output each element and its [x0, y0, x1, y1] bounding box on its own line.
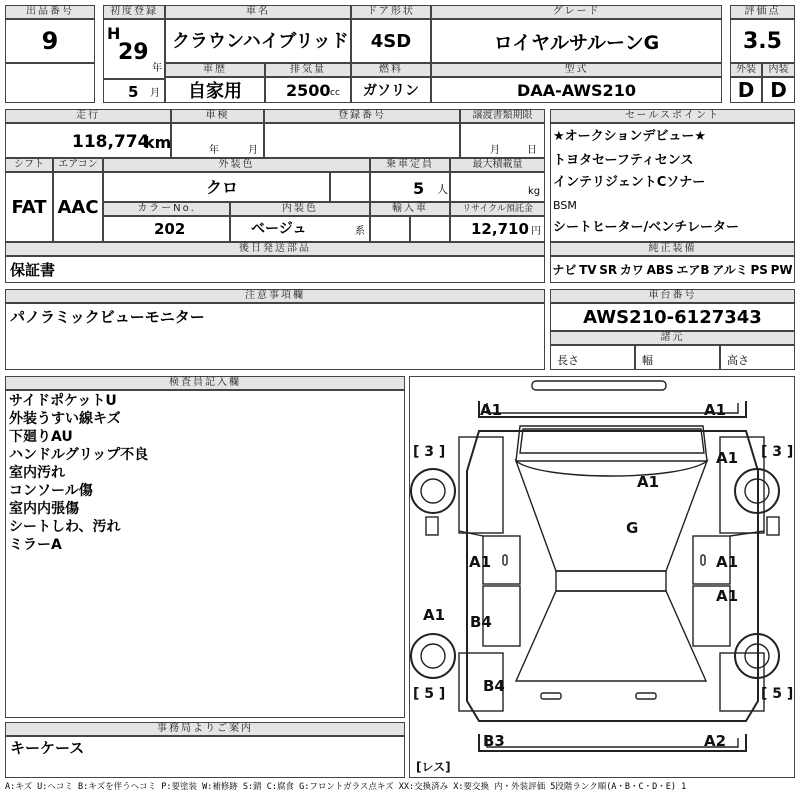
dim-height: 高さ — [727, 354, 749, 367]
legend: A:キズ U:ヘコミ B:キズを伴うヘコミ P:要塗装 W:補修跡 S:錆 C:腐食 G:フロントガラス点キズ XX:交換済み X:要交換 内・外装評価 5段階ランク順(A・B・C・D・E) 1 — [5, 782, 687, 792]
month-unit: 月 — [150, 88, 160, 99]
later-parts-header: 後日発送部品 — [5, 242, 545, 256]
mark-fender-r: A1 — [716, 449, 739, 467]
exterior-cell — [730, 77, 762, 103]
spare-label: [レス] — [416, 760, 451, 774]
mark-roof: A1 — [637, 473, 660, 491]
capacity-unit: 人 — [437, 183, 448, 196]
inspector-note: シートしわ、汚れ — [9, 519, 121, 535]
color-no: 202 — [154, 220, 186, 238]
mark-rear-bumper-r: A2 — [704, 732, 727, 750]
tire-fr-label: [ 3 ] — [761, 444, 794, 460]
equipment-item: エアB — [676, 263, 710, 277]
sales-point-4: BSM — [553, 199, 577, 212]
car-diagram-svg — [410, 377, 794, 777]
deadline-day: 日 — [527, 145, 537, 156]
import-cell-b — [410, 216, 450, 242]
inspection-month: 月 — [248, 145, 258, 156]
ext-color-header: 外装色 — [103, 158, 370, 172]
transfer-deadline-header: 譲渡書類期限 — [460, 109, 545, 123]
int-color-header: 内装色 — [230, 202, 370, 216]
inspector-note: コンソール傷 — [9, 483, 93, 499]
grade-header: グレード — [431, 5, 722, 19]
sales-point-header: セールスポイント — [550, 109, 795, 123]
inspection-year: 年 — [209, 145, 219, 156]
ext-color-sub — [330, 172, 370, 202]
mark-rear-bumper-l: B3 — [483, 732, 505, 750]
recycle: 12,710 — [471, 220, 529, 238]
exterior-header: 外装 — [730, 63, 762, 77]
era: H — [107, 24, 121, 43]
office-header: 事務局よりご案内 — [5, 722, 405, 736]
int-color-cell — [230, 216, 370, 242]
score-header: 評価点 — [730, 5, 795, 19]
notes-cell — [5, 303, 545, 370]
mark-qp-l: A1 — [423, 606, 446, 624]
dimensions-header: 諸元 — [550, 331, 795, 345]
grade: ロイヤルサルーンG — [493, 31, 660, 54]
chassis: AWS210-6127343 — [583, 306, 762, 328]
mark-door-fr: A1 — [716, 553, 739, 571]
chassis-cell — [550, 303, 795, 331]
sales-point-2: トヨタセーフティセンス — [553, 153, 694, 168]
notes: パノラミックビューモニター — [10, 308, 205, 326]
interior-grade: D — [770, 78, 787, 102]
car-name-header: 車名 — [165, 5, 351, 19]
inspector-box — [5, 390, 405, 718]
later-parts: 保証書 — [10, 261, 56, 279]
int-color-suffix: 系 — [355, 226, 365, 237]
office: キーケース — [10, 739, 85, 757]
capacity-header: 乗車定員 — [370, 158, 450, 172]
exterior-grade: D — [737, 78, 755, 102]
aircon-cell — [53, 172, 103, 242]
lot-no-blank — [5, 63, 95, 103]
chassis-header: 車台番号 — [550, 289, 795, 303]
notes-header: 注意事項欄 — [5, 289, 545, 303]
equipment-item: PS — [750, 262, 768, 277]
inspector-note: サイドポケットU — [9, 393, 117, 409]
equipment-item: カワ — [619, 263, 644, 277]
equipment-item: ナビ — [552, 263, 577, 277]
dim-length: 長さ — [557, 354, 579, 367]
inspector-note: 外装うすい線キズ — [9, 411, 121, 427]
model-code: DAA-AWS210 — [517, 80, 636, 100]
lot-no-header: 出品番号 — [5, 5, 95, 19]
sales-point-1: ★オークションデビュー★ — [553, 129, 707, 144]
score: 3.5 — [743, 28, 782, 54]
deadline-month: 月 — [490, 145, 500, 156]
dim-width-cell — [635, 345, 720, 370]
sales-point-box — [550, 123, 795, 242]
door-cell — [351, 19, 431, 63]
transfer-deadline-cell — [460, 123, 545, 158]
inspection-cell — [171, 123, 264, 158]
first-reg-cell — [103, 19, 165, 79]
door: 4SD — [370, 30, 412, 52]
lot-no: 9 — [41, 27, 59, 55]
equipment-item: ABS — [646, 262, 674, 277]
inspection-header: 車検 — [171, 109, 264, 123]
equipment-item: TV — [579, 262, 597, 277]
mark-door-rr: A1 — [716, 587, 739, 605]
fuel-cell — [351, 77, 431, 103]
recycle-header: リサイクル預託金 — [450, 202, 545, 216]
model-code-header: 型式 — [431, 63, 722, 77]
dim-width: 幅 — [642, 354, 653, 367]
displacement-cell — [265, 77, 351, 103]
equipment-item: アルミ — [712, 263, 748, 277]
color-no-cell — [103, 216, 230, 242]
lot-no-cell — [5, 19, 95, 63]
tire-rr-label: [ 5 ] — [761, 686, 794, 702]
car-name: クラウンハイブリッド — [172, 31, 349, 52]
max-load-header: 最大積載量 — [450, 158, 545, 172]
car-diagram — [409, 376, 795, 778]
import-cell-a — [370, 216, 410, 242]
fuel: ガソリン — [363, 83, 419, 99]
color-no-header: カラーNo. — [103, 202, 230, 216]
aircon: AAC — [57, 196, 99, 218]
mark-door-fl: A1 — [469, 553, 492, 571]
first-reg-header: 初度登録 — [103, 5, 165, 19]
interior-header: 内装 — [762, 63, 795, 77]
ext-color: クロ — [206, 178, 239, 197]
reg-no-cell — [264, 123, 460, 158]
inspector-note: 室内内張傷 — [9, 501, 79, 517]
mileage-unit: km — [144, 133, 172, 152]
load-unit: kg — [528, 186, 541, 197]
displacement-header: 排気量 — [265, 63, 351, 77]
mileage-cell — [5, 123, 171, 158]
mark-glass: G — [626, 519, 639, 537]
equipment-header: 純正装備 — [550, 242, 795, 256]
displacement: 2500 — [286, 81, 331, 100]
recycle-cell — [450, 216, 545, 242]
mileage: 118,774 — [72, 132, 150, 152]
inspector-header: 検査員記入欄 — [5, 376, 405, 390]
grade-cell — [431, 19, 722, 63]
equipment-item: SR — [599, 262, 618, 277]
capacity-cell — [370, 172, 450, 202]
reg-year: 29 — [118, 40, 149, 65]
history-header: 車歴 — [165, 63, 265, 77]
tire-rl-label: [ 5 ] — [413, 686, 446, 702]
tire-fl-label: [ 3 ] — [413, 444, 446, 460]
displacement-unit: cc — [330, 88, 340, 98]
door-header: ドア形状 — [351, 5, 431, 19]
sales-point-3: インテリジェントCソナー — [553, 175, 706, 190]
int-color: ベージュ — [251, 221, 307, 237]
inspector-note: ハンドルグリップ不良 — [9, 447, 149, 463]
mark-step-l: B4 — [470, 613, 492, 631]
history: 自家用 — [188, 81, 242, 102]
shift-header: シフト — [5, 158, 53, 172]
interior-cell — [762, 77, 795, 103]
equipment-item: PW — [770, 262, 793, 277]
mark-rear-l: B4 — [483, 677, 505, 695]
fuel-header: 燃料 — [351, 63, 431, 77]
inspector-note: 下廻りAU — [9, 429, 73, 445]
model-code-cell — [431, 77, 722, 103]
reg-month: 5 — [128, 83, 139, 101]
mark-front-bumper-r: A1 — [704, 401, 727, 419]
dim-length-cell — [550, 345, 635, 370]
year-unit: 年 — [152, 63, 162, 74]
aircon-header: エアコン — [53, 158, 103, 172]
sales-point-5: シートヒーター/ベンチレーター — [553, 220, 739, 235]
capacity: 5 — [413, 179, 425, 198]
import-header: 輸入車 — [370, 202, 450, 216]
later-parts-cell — [5, 256, 545, 283]
mark-front-bumper-l: A1 — [480, 401, 503, 419]
reg-no-header: 登録番号 — [264, 109, 460, 123]
shift: FAT — [11, 196, 47, 218]
dim-height-cell — [720, 345, 795, 370]
history-cell — [165, 77, 265, 103]
ext-color-cell — [103, 172, 330, 202]
score-cell — [730, 19, 795, 63]
inspector-note: 室内汚れ — [9, 465, 65, 481]
reg-month-cell — [103, 79, 165, 103]
recycle-unit: 円 — [531, 226, 541, 237]
shift-cell — [5, 172, 53, 242]
mileage-header: 走行 — [5, 109, 171, 123]
office-cell — [5, 736, 405, 778]
inspector-note: ミラーA — [9, 537, 62, 553]
max-load-cell — [450, 172, 545, 202]
equipment-list — [550, 256, 795, 283]
car-name-cell — [165, 19, 351, 63]
